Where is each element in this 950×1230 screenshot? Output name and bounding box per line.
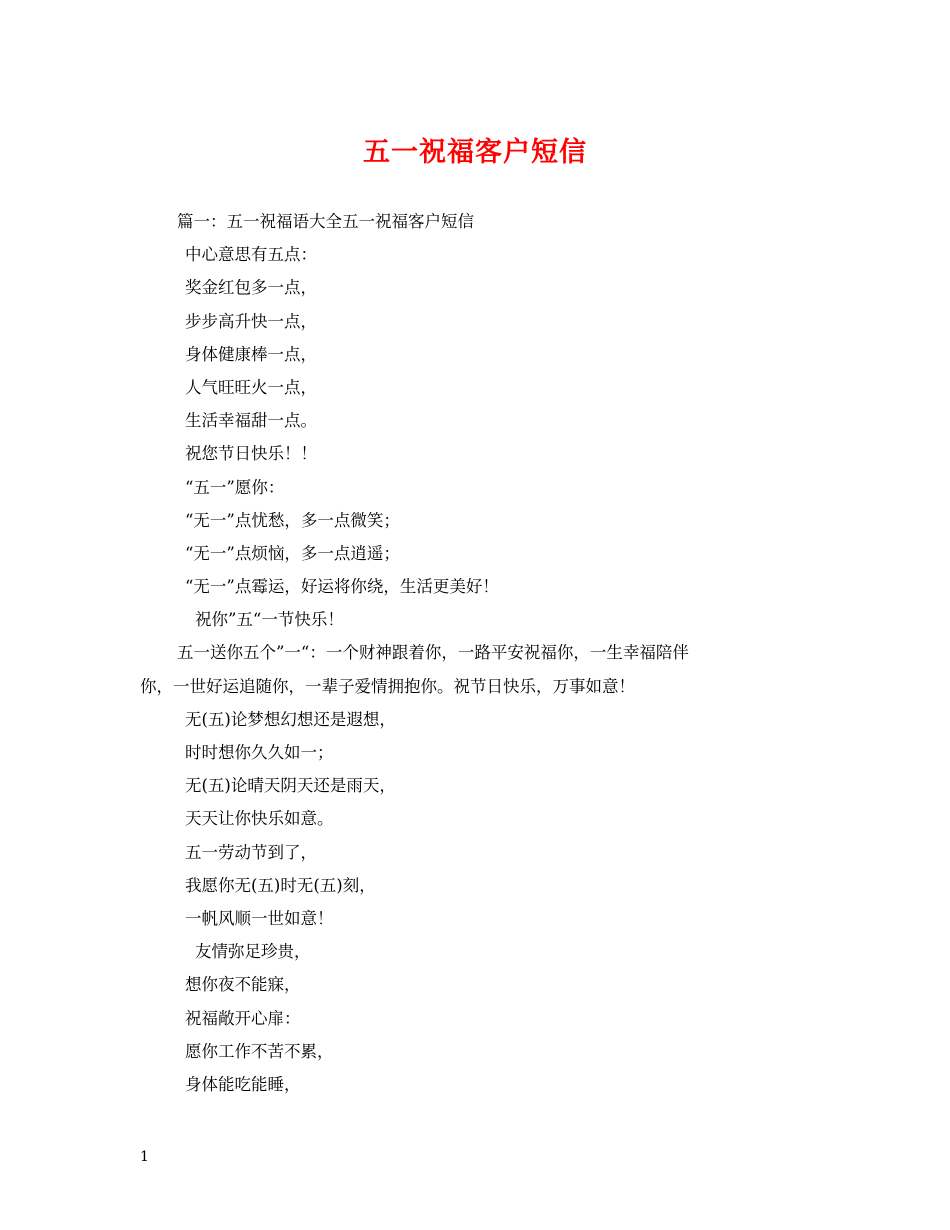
text-line: 篇一：五一祝福语大全五一祝福客户短信 — [177, 212, 474, 231]
text-line: 你，一世好运追随你，一辈子爱情拥抱你。祝节日快乐，万事如意！ — [140, 676, 635, 696]
text-line: 祝您节日快乐！！ — [185, 444, 317, 464]
text-line: “无一”点霉运，好运将你绕，生活更美好！ — [185, 577, 499, 597]
text-line: 愿你工作不苦不累， — [185, 1041, 334, 1061]
text-line: 友情弥足珍贵， — [195, 942, 311, 962]
document-title: 五一祝福客户短信 — [363, 137, 587, 168]
text-line: 步步高升快一点， — [185, 311, 317, 331]
text-line: 时时想你久久如一； — [185, 743, 334, 762]
text-line: 天天让你快乐如意。 — [185, 809, 334, 829]
text-line: “无一”点忧愁，多一点微笑； — [185, 510, 400, 530]
text-line: 人气旺旺火一点， — [185, 377, 317, 397]
text-line: 想你夜不能寐， — [185, 975, 301, 995]
page-number: 1 — [140, 1149, 149, 1165]
text-line: “五一”愿你： — [185, 477, 285, 497]
text-line: 中心意思有五点： — [185, 245, 317, 265]
text-line: 生活幸福甜一点。 — [185, 411, 317, 431]
document-body — [140, 205, 820, 1101]
text-line: 奖金红包多一点， — [185, 278, 317, 298]
text-line: 祝你”五“一节快乐！ — [195, 610, 344, 630]
text-line: 无(五)论梦想幻想还是遐想， — [185, 709, 396, 729]
text-line: 身体健康棒一点， — [185, 344, 317, 364]
text-line: 五一送你五个”一“：一个财神跟着你，一路平安祝福你，一生幸福陪伴 — [177, 643, 689, 663]
text-line: “无一”点烦恼，多一点逍遥； — [185, 543, 400, 563]
text-line: 祝福敞开心扉： — [185, 1008, 301, 1028]
text-line: 无(五)论晴天阴天还是雨天， — [185, 776, 396, 796]
text-line: 我愿你无(五)时无(五)刻， — [185, 875, 376, 895]
text-line: 五一劳动节到了， — [185, 842, 317, 862]
text-line: 一帆风顺一世如意！ — [185, 908, 334, 928]
text-line: 身体能吃能睡， — [185, 1074, 301, 1094]
